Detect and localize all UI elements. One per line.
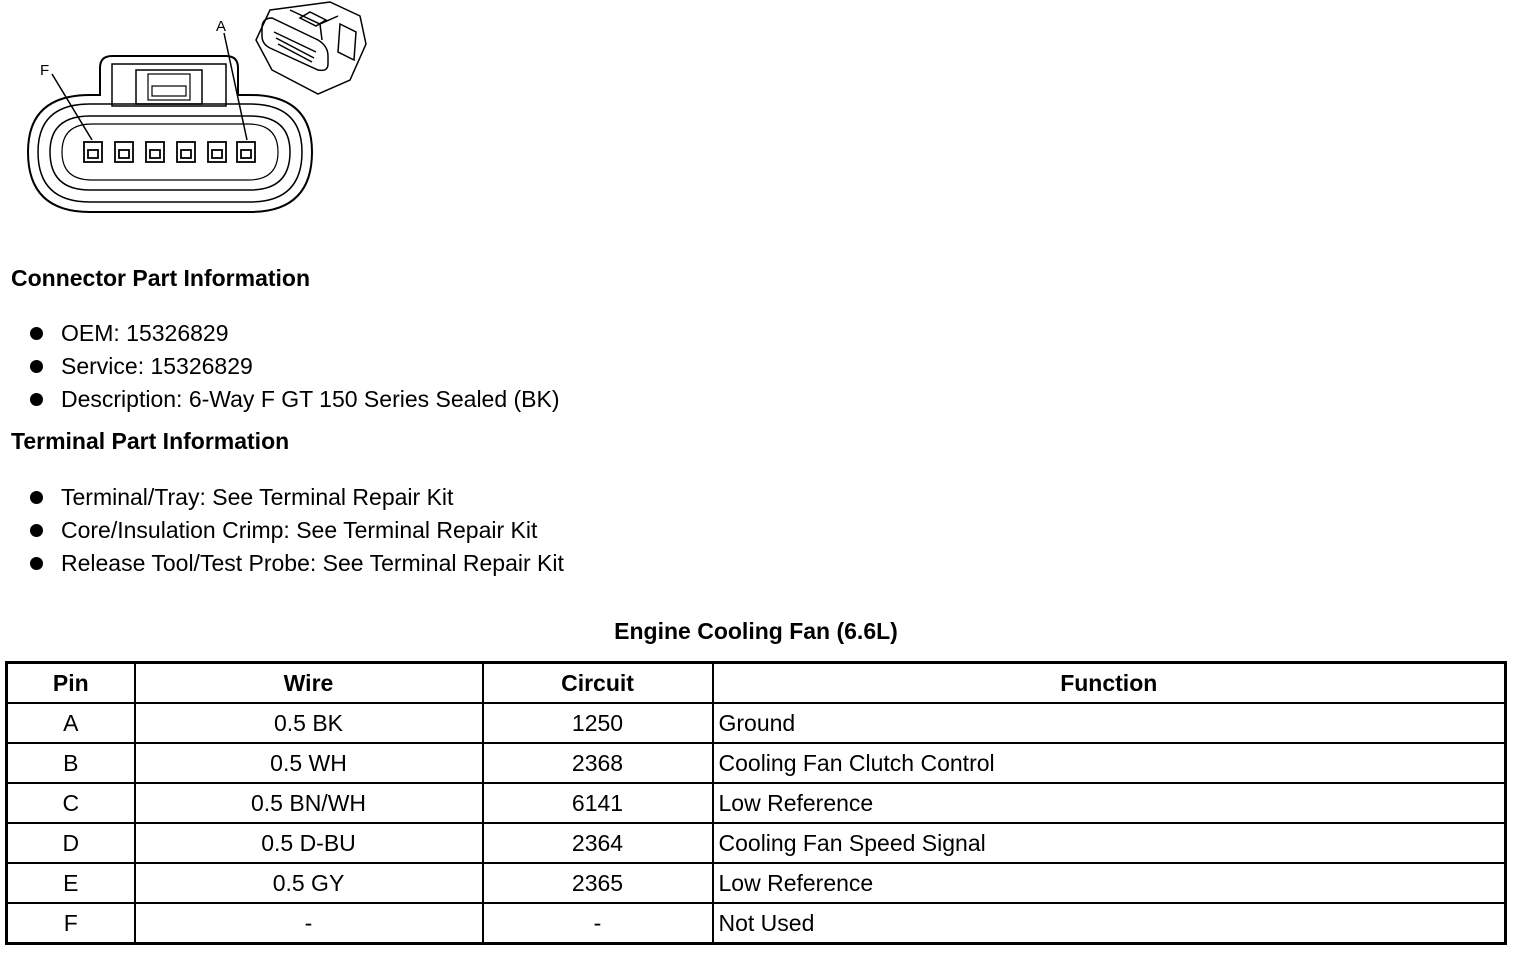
list-item bbox=[28, 514, 564, 547]
list-item bbox=[28, 547, 564, 580]
pin-label-a: A bbox=[216, 18, 227, 35]
column-header-function: Function bbox=[713, 663, 1506, 704]
terminal-f bbox=[84, 142, 102, 162]
pin-label-f: F bbox=[40, 62, 50, 79]
table-title: Engine Cooling Fan (6.6L) bbox=[614, 618, 898, 644]
table-row bbox=[7, 863, 1506, 903]
list-item bbox=[28, 350, 560, 383]
list-item-text: Release Tool/Test Probe: See Terminal Repair Kit bbox=[61, 550, 564, 576]
table-row bbox=[7, 903, 1506, 944]
list-item-text: Description: 6-Way F GT 150 Series Sealed (BK) bbox=[61, 386, 560, 412]
table-header-row bbox=[7, 663, 1506, 704]
table-row bbox=[7, 743, 1506, 783]
cell-circuit: 2364 bbox=[483, 823, 713, 863]
connector-diagram bbox=[0, 0, 380, 225]
cell-wire: - bbox=[135, 903, 483, 944]
pinout-table bbox=[5, 661, 1507, 945]
cell-pin: B bbox=[7, 743, 135, 783]
cell-function: Not Used bbox=[713, 903, 1506, 944]
cell-wire: 0.5 GY bbox=[135, 863, 483, 903]
cell-function: Cooling Fan Clutch Control bbox=[713, 743, 1506, 783]
connector-3d-view bbox=[256, 2, 366, 94]
terminal-part-info-list bbox=[28, 481, 564, 580]
connector-outline bbox=[28, 56, 312, 212]
cell-function: Ground bbox=[713, 703, 1506, 743]
column-header-circuit: Circuit bbox=[483, 663, 713, 704]
cell-circuit: 6141 bbox=[483, 783, 713, 823]
bullet-icon bbox=[30, 327, 43, 340]
cell-wire: 0.5 BN/WH bbox=[135, 783, 483, 823]
terminal-e bbox=[115, 142, 133, 162]
table-row bbox=[7, 703, 1506, 743]
list-item bbox=[28, 481, 564, 514]
list-item-text: Service: 15326829 bbox=[61, 353, 253, 379]
column-header-pin: Pin bbox=[7, 663, 135, 704]
bullet-icon bbox=[30, 360, 43, 373]
cell-wire: 0.5 D-BU bbox=[135, 823, 483, 863]
bullet-icon bbox=[30, 491, 43, 504]
connector-part-info-heading: Connector Part Information bbox=[11, 265, 311, 291]
cell-wire: 0.5 BK bbox=[135, 703, 483, 743]
table-row bbox=[7, 823, 1506, 863]
terminal-b bbox=[208, 142, 226, 162]
terminal-c bbox=[177, 142, 195, 162]
cell-function: Low Reference bbox=[713, 783, 1506, 823]
bullet-icon bbox=[30, 524, 43, 537]
cell-function: Cooling Fan Speed Signal bbox=[713, 823, 1506, 863]
bullet-icon bbox=[30, 557, 43, 570]
table-row bbox=[7, 783, 1506, 823]
cell-pin: D bbox=[7, 823, 135, 863]
list-item bbox=[28, 383, 560, 416]
cell-circuit: - bbox=[483, 903, 713, 944]
cell-circuit: 2365 bbox=[483, 863, 713, 903]
connector-part-info-list bbox=[28, 317, 560, 416]
list-item-text: Core/Insulation Crimp: See Terminal Repair Kit bbox=[61, 517, 538, 543]
bullet-icon bbox=[30, 393, 43, 406]
list-item-text: Terminal/Tray: See Terminal Repair Kit bbox=[61, 484, 454, 510]
terminal-part-info-heading: Terminal Part Information bbox=[11, 428, 290, 454]
cell-pin: A bbox=[7, 703, 135, 743]
column-header-wire: Wire bbox=[135, 663, 483, 704]
terminal-a bbox=[237, 142, 255, 162]
list-item bbox=[28, 317, 560, 350]
cell-pin: E bbox=[7, 863, 135, 903]
cell-circuit: 2368 bbox=[483, 743, 713, 783]
cell-circuit: 1250 bbox=[483, 703, 713, 743]
cell-pin: C bbox=[7, 783, 135, 823]
terminal-d bbox=[146, 142, 164, 162]
list-item-text: OEM: 15326829 bbox=[61, 320, 229, 346]
cell-wire: 0.5 WH bbox=[135, 743, 483, 783]
cell-function: Low Reference bbox=[713, 863, 1506, 903]
cell-pin: F bbox=[7, 903, 135, 944]
